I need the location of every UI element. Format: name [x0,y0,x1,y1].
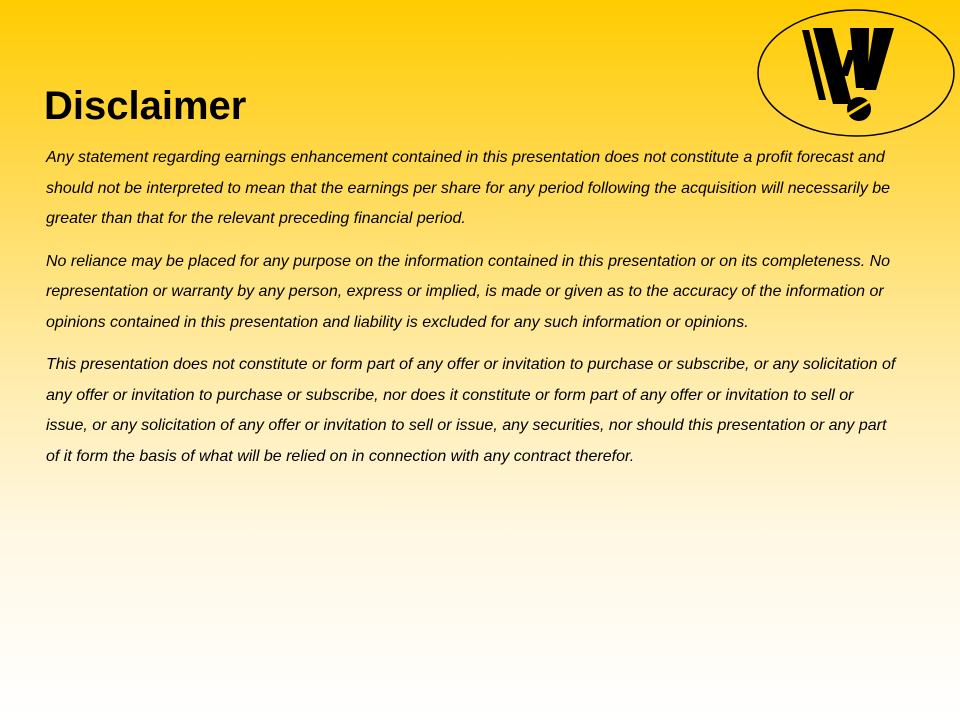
disclaimer-paragraph-reliance: No reliance may be placed for any purpose on the information contained in this presentation or on its completeness. No representation or warranty by any person, express or implied, is made or given as to the accuracy of the information or opinions contained in this presentation and liability is excluded for any such information or opinions. [46,252,891,331]
disclaimer-paragraph-offer: This presentation does not constitute or form part of any offer or invitation to purchase or subscribe, or any solicitation of any offer or invitation to purchase or subscribe, nor does it constitute or form part of any offer or invitation to sell or issue, or any solicitation of any offer or invitation to sell or issue, any securities, nor should this presentation or any part of it form the basis of what will be relied on in connection with any contract therefor. [46,356,896,465]
w-ball-logo-icon [756,8,956,138]
slide-title: Disclaimer [44,84,247,128]
disclaimer-body [46,143,896,484]
disclaimer-paragraph-earnings: Any statement regarding earnings enhancement contained in this presentation does not constitute a profit forecast and should not be interpreted to mean that the earnings per share for any period following the acquisition will necessarily be greater than that for the relevant preceding financial period. [46,149,891,227]
